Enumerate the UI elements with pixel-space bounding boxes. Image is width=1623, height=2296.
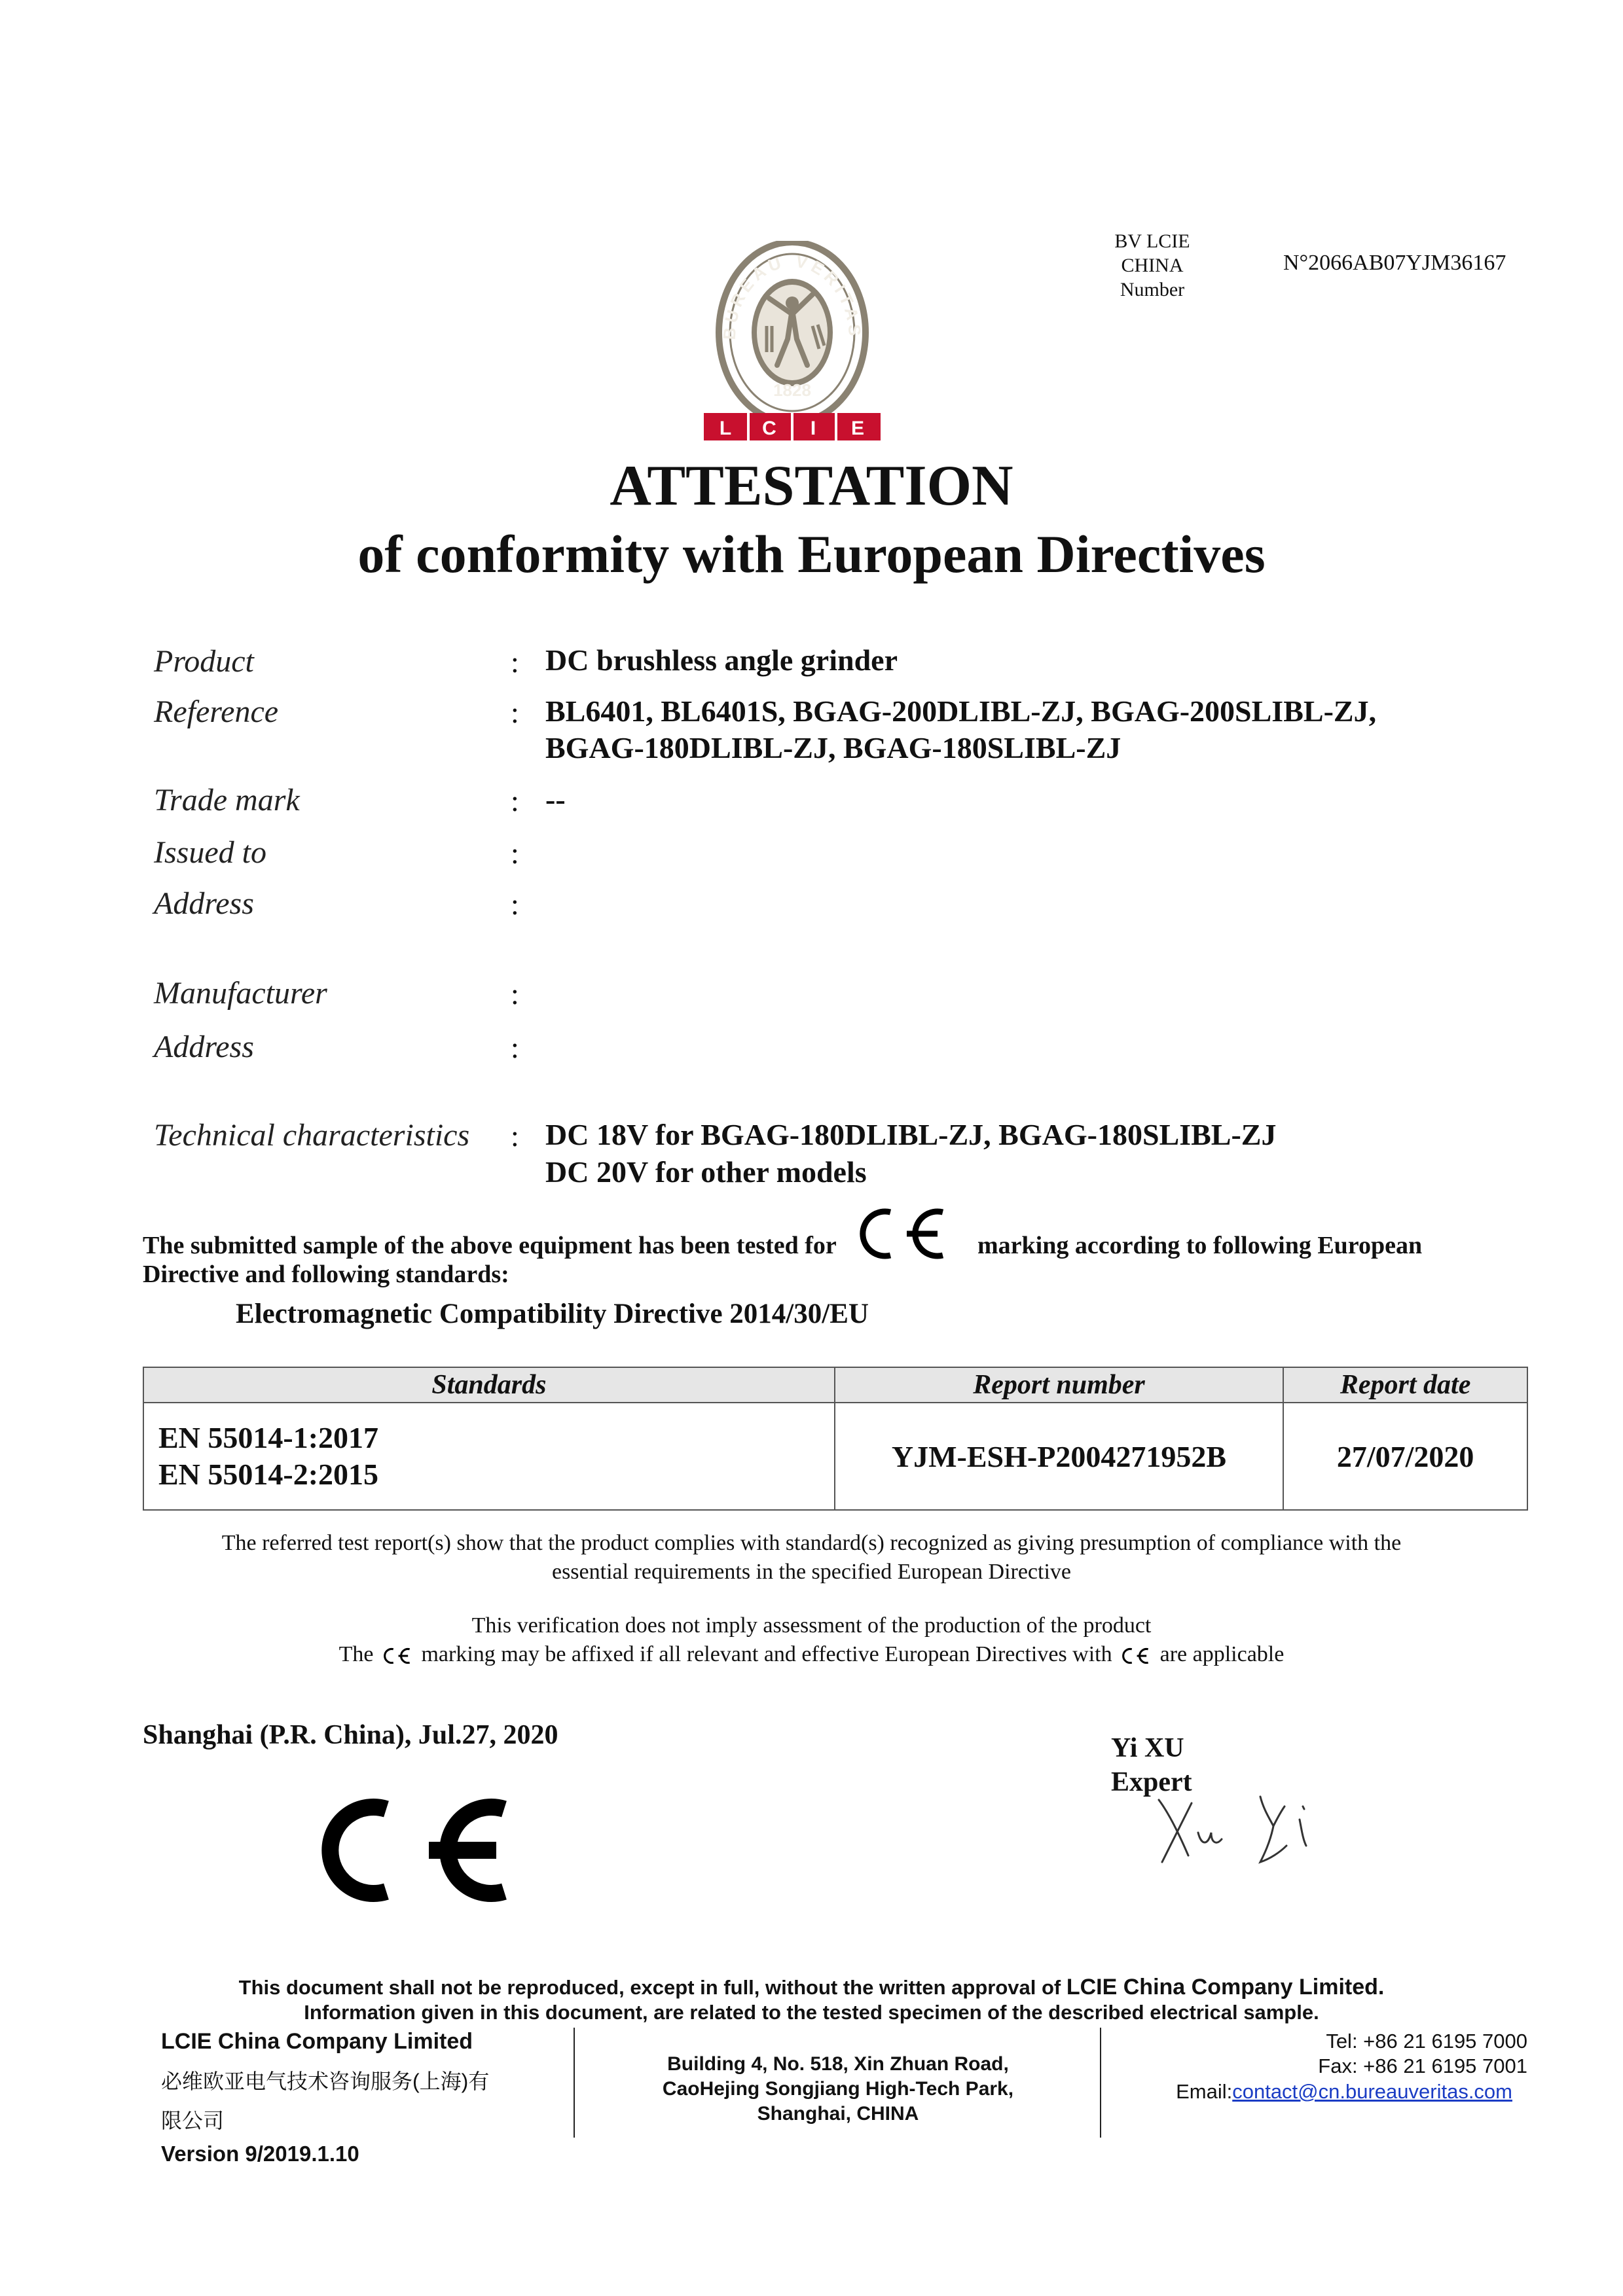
field-value-reference-line2: BGAG-180DLIBL-ZJ, BGAG-180SLIBL-ZJ: [545, 731, 1122, 764]
certificate-number: N°2066AB07YJM36167: [1283, 251, 1506, 275]
footer-email-label: Email:: [1176, 2080, 1233, 2103]
table-cell-report-number: YJM-ESH-P2004271952B: [835, 1403, 1283, 1510]
footer-notice-company: LCIE China Company Limited.: [1066, 1975, 1385, 2000]
table-row: [143, 1403, 1527, 1510]
affix-note-part2: marking may be affixed if all relevant and effective European Directives with: [421, 1642, 1112, 1666]
footer-address: [576, 2052, 1100, 2126]
svg-text:L: L: [719, 418, 732, 439]
field-value-tech-line1: DC 18V for BGAG-180DLIBL-ZJ, BGAG-180SLIBL-ZJ: [545, 1118, 1277, 1151]
field-label-product: Product: [154, 644, 254, 679]
signature-icon: [1146, 1780, 1342, 1872]
affix-note-part1: The: [338, 1642, 374, 1666]
footer-company-name: LCIE China Company Limited: [161, 2029, 473, 2054]
field-colon: :: [511, 696, 519, 729]
footer-notice-text: This document shall not be reproduced, except in full, without the written approval of: [238, 1976, 1061, 1999]
field-label-trade-mark: Trade mark: [154, 783, 300, 817]
document-title: ATTESTATION: [610, 454, 1013, 518]
footer-email-row: [1113, 2080, 1512, 2104]
field-label-reference: Reference: [154, 694, 279, 729]
table-cell-report-date: 27/07/2020: [1283, 1403, 1527, 1510]
bv-lcie-label: [1113, 229, 1192, 302]
ce-mark-small-icon: [1118, 1646, 1154, 1666]
table-header-report-date: Report date: [1283, 1367, 1527, 1403]
footer-address-line: Shanghai, CHINA: [757, 2103, 919, 2125]
field-colon: :: [511, 836, 519, 870]
document-subtitle: of conformity with European Directives: [357, 524, 1266, 584]
svg-text:1828: 1828: [773, 380, 811, 400]
verification-note: This verification does not imply assessment of the production of the product: [471, 1613, 1152, 1638]
field-colon: :: [511, 888, 519, 921]
footer-notice-line1: [0, 1974, 1623, 2001]
standard-item: EN 55014-2:2015: [158, 1458, 379, 1491]
field-value-trade-mark: --: [545, 783, 566, 816]
footer-tel: Tel: +86 21 6195 7000: [1326, 2030, 1527, 2053]
field-value-reference-line1: BL6401, BL6401S, BGAG-200DLIBL-ZJ, BGAG-200SLIBL-ZJ,: [545, 694, 1377, 728]
place-and-date: Shanghai (P.R. China), Jul.27, 2020: [143, 1720, 558, 1750]
svg-text:E: E: [850, 418, 865, 439]
bv-label-line: CHINA: [1121, 255, 1184, 276]
statement-line2: Directive and following standards:: [143, 1261, 509, 1288]
bureau-veritas-logo: [704, 241, 881, 447]
field-colon: :: [511, 784, 519, 817]
footer-notice-line2: Information given in this document, are related to the tested specimen of the described electrical sample.: [304, 2001, 1319, 2024]
field-colon: :: [511, 1031, 519, 1064]
svg-text:I: I: [810, 418, 816, 439]
signatory-name: Yi XU: [1111, 1733, 1184, 1763]
statement-line1-b: marking according to following European: [977, 1232, 1423, 1259]
affix-note-part3: are applicable: [1159, 1642, 1285, 1666]
handwritten-signature: [1146, 1780, 1342, 1875]
table-cell-standards: [143, 1403, 835, 1510]
affix-note: [0, 1640, 1623, 1669]
signatory-role: Expert: [1111, 1767, 1192, 1797]
standard-item: EN 55014-1:2017: [158, 1421, 379, 1454]
bv-label-line: BV LCIE: [1114, 230, 1190, 252]
footer-version: Version 9/2019.1.10: [161, 2142, 359, 2166]
bureau-veritas-seal-icon: [704, 241, 881, 447]
field-label-manufacturer: Manufacturer: [154, 976, 327, 1011]
referred-note-line2: essential requirements in the specified European Directive: [551, 1560, 1072, 1584]
statement-line1-a: The submitted sample of the above equipment has been tested for: [143, 1232, 837, 1259]
ce-mark-small-icon: [379, 1646, 416, 1666]
field-label-technical-characteristics: Technical characteristics: [154, 1118, 470, 1153]
footer-address-line: CaoHejing Songjiang High-Tech Park,: [662, 2078, 1014, 2100]
ce-mark-inline-icon: [845, 1204, 962, 1266]
standards-table: [143, 1367, 1528, 1511]
bv-label-line: Number: [1120, 279, 1185, 300]
field-colon: :: [511, 1119, 519, 1153]
footer-divider: [1100, 2028, 1101, 2138]
footer-email-link[interactable]: contact@cn.bureauveritas.com: [1232, 2080, 1512, 2103]
svg-text:C: C: [762, 418, 776, 439]
svg-text:BUREAU VERITAS: BUREAU VERITAS: [719, 251, 866, 341]
table-header-report-number: Report number: [835, 1367, 1283, 1403]
footer-company-name-cn-2: 限公司: [161, 2109, 225, 2132]
footer-address-line: Building 4, No. 518, Xin Zhuan Road,: [667, 2053, 1009, 2075]
field-value-product: DC brushless angle grinder: [545, 643, 898, 677]
field-colon: :: [511, 977, 519, 1011]
field-value-tech-line2: DC 20V for other models: [545, 1155, 867, 1189]
field-label-issued-to: Issued to: [154, 835, 266, 870]
footer-fax: Fax: +86 21 6195 7001: [1318, 2054, 1527, 2077]
table-header-standards: Standards: [143, 1367, 835, 1403]
footer-company-name-cn: 必维欧亚电气技术咨询服务(上海)有: [161, 2070, 490, 2093]
field-label-address: Address: [154, 886, 254, 921]
footer-contact: [1113, 2029, 1527, 2079]
referred-note-line1: The referred test report(s) show that the product complies with standard(s) recognized as giving presumption of compliance with the: [221, 1531, 1402, 1555]
ce-mark-large-icon: [288, 1795, 524, 1909]
directive-name: Electromagnetic Compatibility Directive 2014/30/EU: [236, 1299, 869, 1329]
field-label-manufacturer-address: Address: [154, 1030, 254, 1064]
table-header-row: [143, 1367, 1527, 1403]
field-colon: :: [511, 645, 519, 679]
footer-divider: [574, 2028, 575, 2138]
